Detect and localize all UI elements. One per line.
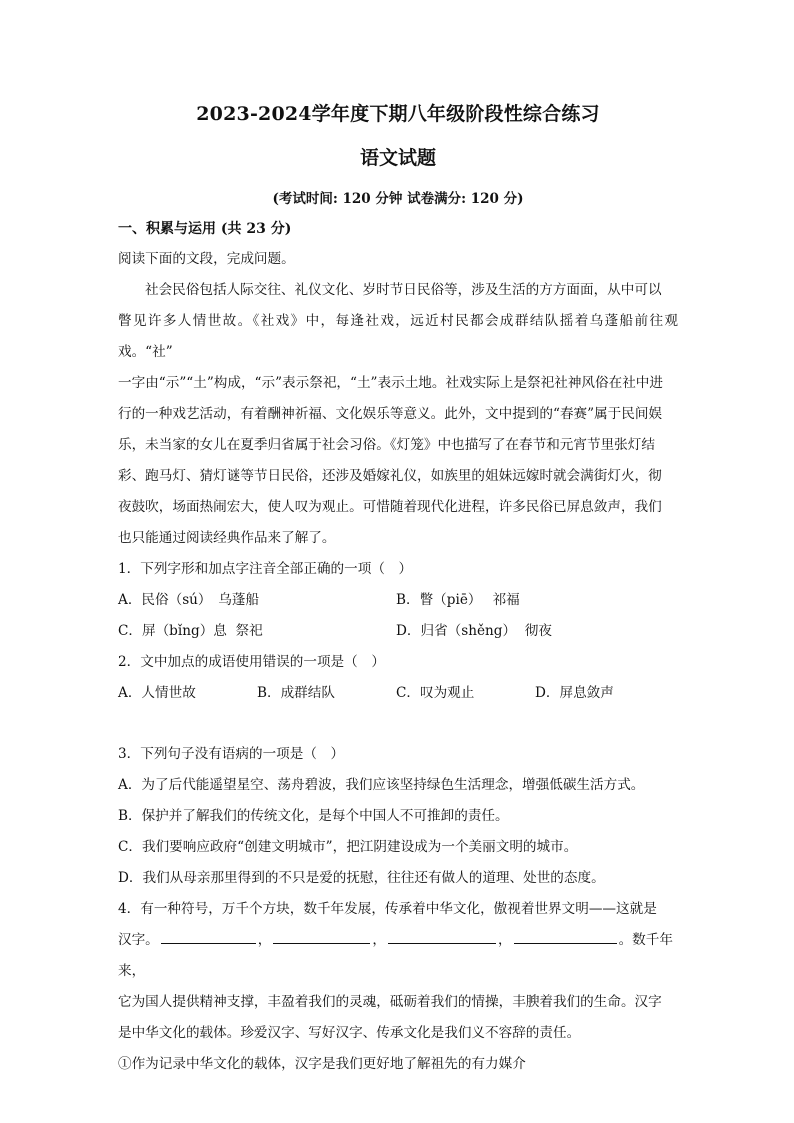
question-stem: 1．下列字形和加点字注音全部正确的一项（ ）: [118, 561, 413, 577]
section-heading: 一、积累与运用 (共 23 分): [118, 221, 292, 237]
question-stem: 2．文中加点的成语使用错误的一项是（ ）: [118, 654, 385, 670]
exam-meta: (考试时间: 120 分钟 试卷满分: 120 分): [272, 191, 524, 207]
option-row: [118, 585, 678, 616]
question-stem: 3．下列句子没有语病的一项是（ ）: [118, 746, 345, 762]
option-a: A．为了后代能遥望星空、荡舟碧波，我们应该坚持绿色生活理念，增强低碳生活方式。: [118, 777, 645, 793]
stem-text: 。数千年来，: [118, 932, 673, 979]
stem-text: 汉字。: [118, 932, 159, 948]
comma: ，: [372, 932, 386, 948]
passage-line: 社会民俗包括人际交往、礼仪文化、岁时节日民俗等，涉及生活的方方面面，从中可以: [145, 282, 662, 298]
sentence-item-1: ①作为记录中华文化的载体，汉字是我们更好地了解祖先的有力媒介: [118, 1056, 526, 1072]
option-b: B．成群结队: [257, 685, 335, 701]
passage-line: 乐，未当家的女儿在夏季归省属于社会习俗。《灯笼》中也描写了在春节和元宵节里张灯结: [118, 437, 655, 453]
passage-line: 彩、跑马灯、猜灯谜等节日民俗，还涉及婚嫁礼仪，如族里的姐妹远嫁时就会满街灯火，彻: [118, 468, 662, 484]
vertical-gap: [118, 709, 678, 739]
question-4: [118, 894, 678, 1080]
option-d: D．归省（shěng） 彻夜: [396, 623, 552, 639]
passage-line: 瞥见许多人情世故。《社戏》中，每逢社戏，远近村民都会成群结队摇着乌蓬船前往观戏。“社”: [118, 313, 678, 360]
question-1: [118, 554, 678, 647]
option-c: C．叹为观止: [396, 685, 475, 701]
answer-blank-2[interactable]: [273, 929, 370, 944]
comma: ，: [257, 932, 272, 948]
answer-blank-1[interactable]: [161, 929, 256, 944]
option-a: A．人情世故: [118, 685, 196, 701]
section-instruction: 阅读下面的文段，完成问题。: [118, 251, 295, 267]
answer-blank-4[interactable]: [514, 929, 617, 944]
option-c: C．屏（bǐng）息 祭祀: [118, 623, 263, 639]
option-b: B．保护并了解我们的传统文化，是每个中国人不可推卸的责任。: [118, 808, 509, 824]
question-stem: 4．有一种符号，万千个方块，数千年发展，传承着中华文化，傲视着世界文明——这就是: [118, 901, 657, 917]
option-row: [118, 616, 678, 647]
question-stem: 是中华文化的载体。珍爱汉字、写好汉字、传承文化是我们义不容辞的责任。: [118, 1025, 581, 1041]
passage-line: 一字由“示”“土”构成，“示”表示祭祀，“土”表示土地。社戏实际上是祭祀社神风俗在社中进: [118, 375, 663, 391]
question-3: [118, 739, 678, 894]
exam-subtitle: 语文试题: [359, 147, 436, 169]
option-d: D．我们从母亲那里得到的不只是爱的抚慰，往往还有做人的道理、处世的态度。: [118, 870, 605, 886]
question-2: [118, 647, 678, 709]
option-a: A．民俗（sú） 乌蓬船: [118, 592, 260, 608]
passage-line: 夜鼓吹，场面热闹宏大，使人叹为观止。可惜随着现代化进程，许多民俗已屏息敛声，我们: [118, 499, 662, 515]
option-b: B．瞥（piē） 祁福: [396, 592, 520, 608]
option-d: D．屏息敛声: [535, 685, 614, 701]
question-stem-blanks: [118, 925, 678, 987]
passage-line: 行的一种戏艺活动，有着酬神祈福、文化娱乐等意义。此外，文中提到的“春赛”属于民间娱: [118, 406, 663, 422]
answer-blank-3[interactable]: [388, 929, 496, 944]
exam-title: 2023-2024学年度下期八年级阶段性综合练习: [196, 103, 600, 125]
passage-line: 也只能通过阅读经典作品来了解了。: [118, 530, 336, 546]
reading-passage: [118, 275, 678, 554]
document-content: [118, 102, 678, 1080]
option-row: [118, 678, 678, 709]
option-c: C．我们要响应政府“创建文明城市”，把江阴建设成为一个美丽文明的城市。: [118, 839, 578, 855]
question-stem: 它为国人提供精神支撑，丰盈着我们的灵魂，砥砺着我们的情操，丰腴着我们的生命。汉字: [118, 994, 662, 1010]
comma: ，: [497, 932, 512, 948]
